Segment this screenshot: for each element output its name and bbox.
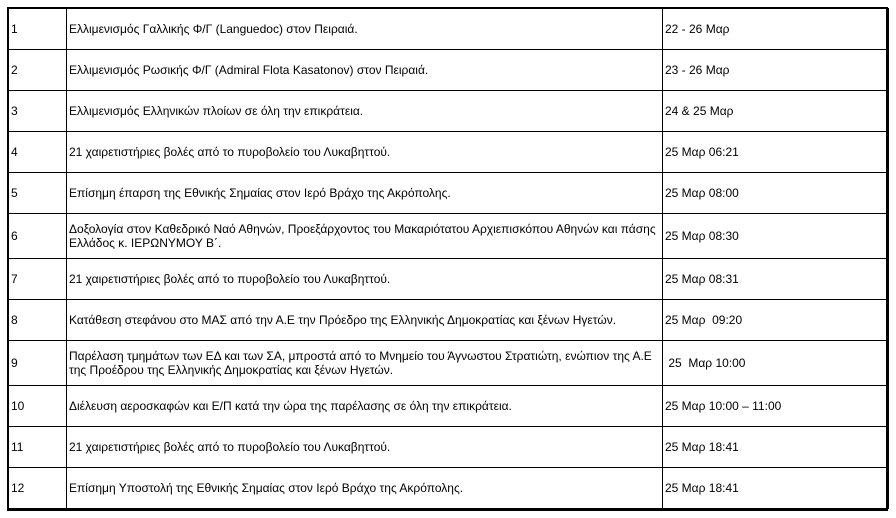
table-row [9,132,889,173]
row-number: 3 [9,91,67,132]
table-row [9,91,889,132]
row-number: 1 [9,9,67,50]
event-date: 25 Μαρ 10:00 [663,341,889,386]
row-number: 7 [9,259,67,300]
event-date: 22 - 26 Μαρ [663,9,889,50]
table-row [9,173,889,214]
event-date: 25 Μαρ 10:00 – 11:00 [663,386,889,427]
event-date: 23 - 26 Μαρ [663,50,889,91]
event-date: 25 Μαρ 08:31 [663,259,889,300]
table-row [9,214,889,259]
row-number: 2 [9,50,67,91]
event-description: Ελλιμενισμός Γαλλικής Φ/Γ (Languedoc) στον Πειραιά. [67,9,663,50]
event-description: Ελλιμενισμός Ελληνικών πλοίων σε όλη την επικράτεια. [67,91,663,132]
event-description: Παρέλαση τμημάτων των ΕΔ και των ΣΑ, μπροστά από το Μνημείο του Άγνωστου Στρατιώτη, ενώπιον της Α.Ε της Προέδρου της Ελληνικής Δημοκρατίας και ξένων Ηγετών. [67,341,663,386]
event-description: 21 χαιρετιστήριες βολές από το πυροβολείο του Λυκαβηττού. [67,132,663,173]
table-row [9,300,889,341]
event-date: 24 & 25 Μαρ [663,91,889,132]
table-row [9,386,889,427]
table-row [9,427,889,468]
event-date: 25 Μαρ 09:20 [663,300,889,341]
event-date: 25 Μαρ 18:41 [663,468,889,509]
row-number: 10 [9,386,67,427]
row-number: 8 [9,300,67,341]
event-date: 25 Μαρ 08:00 [663,173,889,214]
table-row [9,50,889,91]
event-description: Επίσημη Υποστολή της Εθνικής Σημαίας στον Ιερό Βράχο της Ακρόπολης. [67,468,663,509]
event-date: 25 Μαρ 06:21 [663,132,889,173]
event-description: Ελλιμενισμός Ρωσικής Φ/Γ (Admiral Flota Kasatonov) στον Πειραιά. [67,50,663,91]
table-row [9,9,889,50]
table-row [9,341,889,386]
event-description: Κατάθεση στεφάνου στο ΜΑΣ από την Α.Ε την Πρόεδρο της Ελληνικής Δημοκρατίας και ξένων Ηγετών. [67,300,663,341]
row-number: 4 [9,132,67,173]
row-number: 6 [9,214,67,259]
row-number: 5 [9,173,67,214]
event-description: Διέλευση αεροσκαφών και Ε/Π κατά την ώρα της παρέλασης σε όλη την επικράτεια. [67,386,663,427]
table-row [9,468,889,509]
event-description: 21 χαιρετιστήριες βολές από το πυροβολείο του Λυκαβηττού. [67,427,663,468]
row-number: 12 [9,468,67,509]
event-date: 25 Μαρ 08:30 [663,214,889,259]
row-number: 11 [9,427,67,468]
event-description: Επίσημη έπαρση της Εθνικής Σημαίας στον Ιερό Βράχο της Ακρόπολης. [67,173,663,214]
event-description: 21 χαιρετιστήριες βολές από το πυροβολείο του Λυκαβηττού. [67,259,663,300]
event-description: Δοξολογία στον Καθεδρικό Ναό Αθηνών, Προεξάρχοντος του Μακαριότατου Αρχιεπισκόπου Αθηνών και πάσης Ελλάδος κ. ΙΕΡΩΝΥΜΟΥ Β΄. [67,214,663,259]
table-row [9,259,889,300]
event-date: 25 Μαρ 18:41 [663,427,889,468]
schedule-body [9,9,889,509]
row-number: 9 [9,341,67,386]
schedule-table [8,8,889,509]
